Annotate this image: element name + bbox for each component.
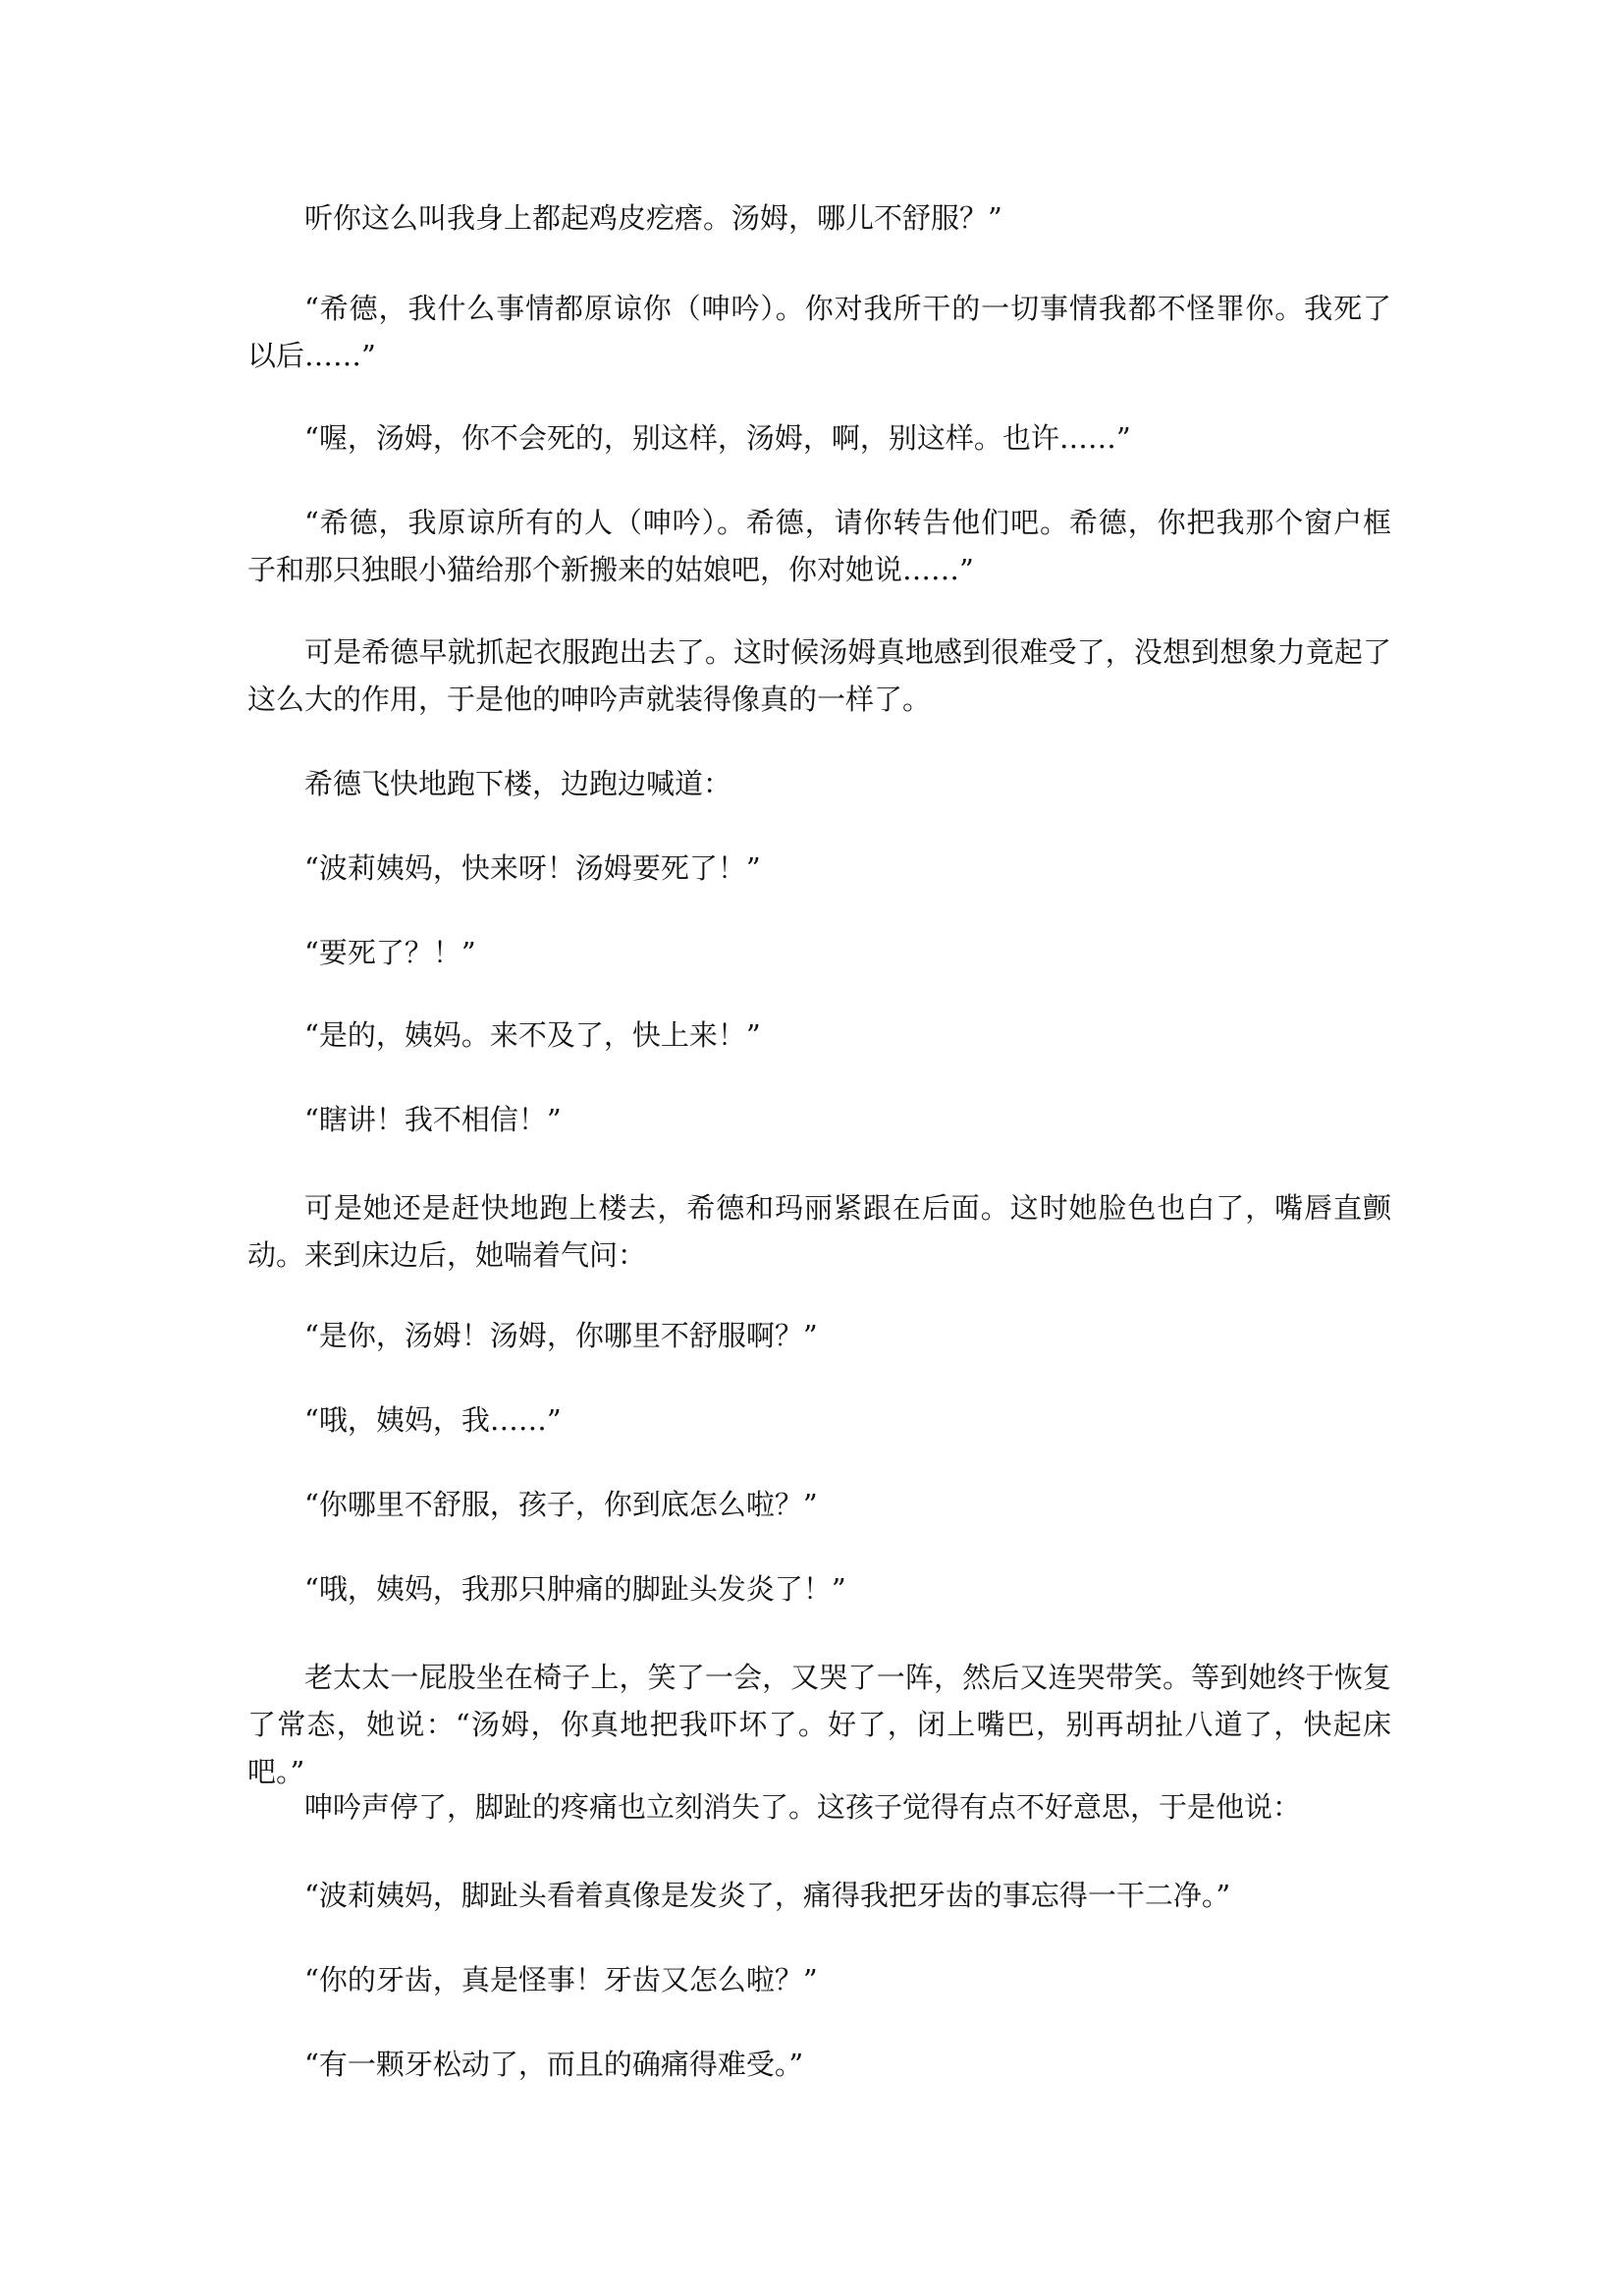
paragraph-5: 可是希德早就抓起衣服跑出去了。这时候汤姆真地感到很难受了，没想到想象力竟起了这么大的作用，于是他的呻吟声就装得像真的一样了。	[247, 635, 1391, 716]
paragraph-11: 可是她还是赶快地跑上楼去，希德和玛丽紧跟在后面。这时她脸色也白了，嘴唇直颤 动。来到床边后，她喘着气问：	[247, 1191, 1391, 1272]
paragraph-19: “你的牙齿，真是怪事！牙齿又怎么啦？”	[304, 1963, 818, 1996]
paragraph-9: “是的，姨妈。来不及了，快上来！”	[304, 1018, 761, 1052]
paragraph-4: “希德，我原谅所有的人（呻吟）。希德，请你转告他们吧。希德，你把我那个窗户框 子和那只独眼小猫给那个新搬来的姑娘吧，你对她说……”	[247, 506, 1391, 586]
paragraph-12: “是你，汤姆！汤姆，你哪里不舒服啊？”	[304, 1319, 818, 1352]
paragraph-18: “波莉姨妈，脚趾头看着真像是发炎了，痛得我把牙齿的事忘得一干二净。”	[304, 1879, 1231, 1912]
paragraph-13: “哦，姨妈，我……”	[304, 1403, 562, 1437]
paragraph-3: “喔，汤姆，你不会死的，别这样，汤姆，啊，别这样。也许……”	[304, 421, 1131, 455]
paragraph-15: “哦，姨妈，我那只肿痛的脚趾头发炎了！”	[304, 1572, 846, 1606]
paragraph-14: “你哪里不舒服，孩子，你到底怎么啦？”	[304, 1488, 818, 1521]
paragraph-2: “希德，我什么事情都原谅你（呻吟）。你对我所干的一切事情我都不怪罪你。我死了 以后……”	[247, 292, 1391, 372]
paragraph-7: “波莉姨妈，快来呀！汤姆要死了！”	[304, 851, 761, 885]
paragraph-6: 希德飞快地跑下楼，边跑边喊道：	[304, 767, 732, 800]
paragraph-1: 听你这么叫我身上都起鸡皮疙瘩。汤姆，哪儿不舒服？”	[304, 201, 1002, 235]
paragraph-16: 老太太一屁股坐在椅子上，笑了一会，又哭了一阵，然后又连哭带笑。等到她终于恢复了常态，她说：“汤姆，你真地把我吓坏了。好了，闭上嘴巴，别再胡扯八道了，快起床 吧。”	[247, 1661, 1391, 1788]
paragraph-17: 呻吟声停了，脚趾的疼痛也立刻消失了。这孩子觉得有点不好意思，于是他说：	[304, 1790, 1302, 1824]
paragraph-20: “有一颗牙松动了，而且的确痛得难受。”	[304, 2048, 804, 2081]
paragraph-10: “瞎讲！我不相信！”	[304, 1103, 562, 1136]
paragraph-8: “要死了？！”	[304, 936, 476, 969]
